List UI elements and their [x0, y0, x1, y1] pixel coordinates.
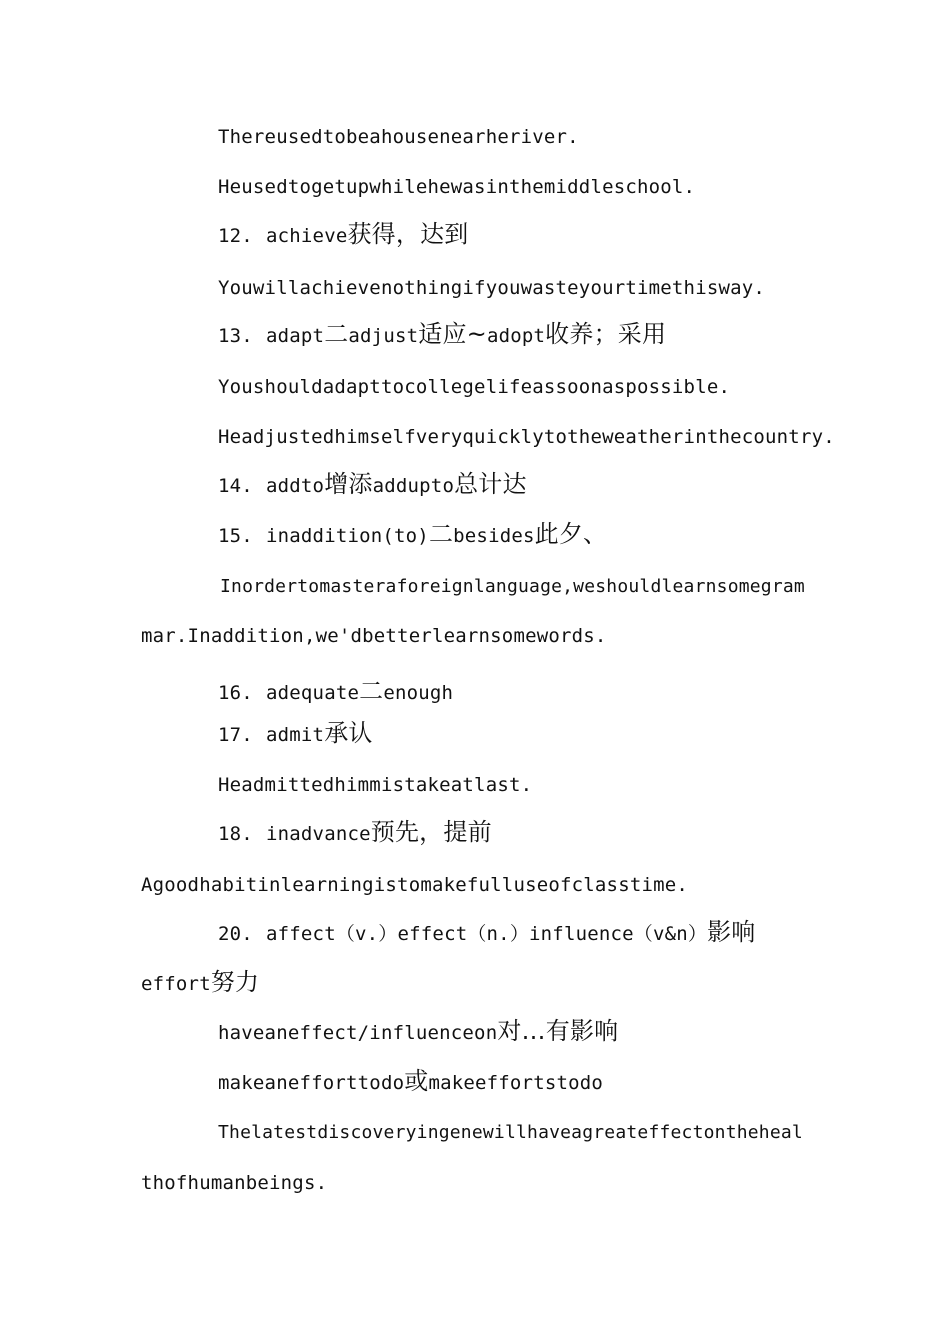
- vocab-entry-18: [218, 820, 492, 846]
- entry-number: 13.: [218, 325, 253, 347]
- entry-number: 20.: [218, 923, 253, 945]
- entry-meaning: 影响: [707, 918, 756, 946]
- entry-meaning: 承认: [324, 719, 373, 747]
- example-sentence: Inordertomasteraforeignlanguage,weshouldlearnsomegram: [220, 576, 805, 597]
- entry-word: admit: [266, 724, 325, 746]
- entry-meaning: 增添: [324, 470, 373, 498]
- phrase-text: makeanefforttodo: [218, 1072, 405, 1094]
- vocab-entry-17: [218, 721, 373, 747]
- entry-meaning: 二: [428, 520, 454, 548]
- example-sentence: Youwillachievenothingifyouwasteyourtimethisway.: [218, 277, 766, 299]
- phrase-meaning: 对…有影响: [497, 1017, 619, 1045]
- entry-word: adapt: [266, 325, 325, 347]
- entry-meaning: 适应~: [418, 320, 487, 348]
- entry-word: besides: [453, 525, 535, 547]
- example-sentence-continued: mar.Inaddition,we'dbetterlearnsomewords.: [141, 625, 607, 647]
- vocab-entry-13: [218, 322, 666, 348]
- example-sentence: Headjustedhimselfveryquicklytotheweatherinthecountry.: [218, 426, 835, 448]
- entry-meaning: 此夕、: [534, 520, 608, 548]
- entry-meaning: 预先，提前: [370, 818, 492, 846]
- entry-number: 17.: [218, 724, 253, 746]
- phrase-entry: [218, 1019, 618, 1045]
- entry-word: inaddition(to): [266, 525, 429, 547]
- vocab-entry-14: [218, 472, 527, 498]
- entry-number: 16.: [218, 682, 253, 704]
- vocab-entry-15: [218, 522, 607, 548]
- entry-number: 18.: [218, 823, 253, 845]
- entry-number: 14.: [218, 475, 253, 497]
- example-sentence: Thereusedtobeahousenearheriver.: [218, 126, 579, 148]
- entry-meaning: 总计达: [454, 470, 527, 498]
- example-sentence: Youshouldadapttocollegelifeassoonaspossible.: [218, 376, 731, 398]
- phrase-text: makeeffortstodo: [428, 1072, 604, 1094]
- entry-number: 12.: [218, 225, 253, 247]
- entry-meaning: 二: [324, 320, 349, 348]
- example-sentence: Heusedtogetupwhilehewasinthemiddleschool.: [218, 176, 696, 198]
- entry-number: 15.: [218, 525, 253, 547]
- example-sentence: Agoodhabitinlearningistomakefulluseofclasstime.: [141, 874, 689, 896]
- example-sentence: Thelatestdiscoveryingenewillhaveagreateffectontheheal: [218, 1122, 803, 1143]
- phrase-connector: 或: [404, 1067, 429, 1095]
- entry-word: effort: [141, 973, 211, 995]
- entry-word: adopt: [486, 325, 546, 347]
- entry-meaning: 二: [359, 677, 384, 705]
- entry-meaning: 努力: [210, 968, 260, 996]
- vocab-entry-effort: [141, 970, 259, 996]
- vocab-entry-12: [218, 222, 468, 248]
- entry-word: adequate: [266, 682, 360, 704]
- phrase-text: haveaneffect/influenceon: [218, 1022, 498, 1044]
- vocab-entry-16: [218, 679, 453, 705]
- entry-word: affect（v.）effect（n.）influence（v&n）: [266, 923, 708, 945]
- vocab-entry-20: [218, 920, 756, 946]
- entry-word: addupto: [372, 475, 455, 497]
- entry-meaning: 获得，达到: [347, 220, 469, 248]
- entry-meaning: 收养；采用: [545, 320, 667, 348]
- example-sentence-continued: thofhumanbeings.: [141, 1172, 328, 1194]
- entry-word: addto: [266, 475, 325, 497]
- entry-word: achieve: [266, 225, 348, 247]
- example-sentence: Headmittedhimmistakeatlast.: [218, 774, 533, 796]
- entry-word: inadvance: [266, 823, 371, 845]
- phrase-entry: [218, 1069, 603, 1095]
- entry-word: enough: [383, 682, 454, 704]
- entry-word: adjust: [348, 325, 419, 347]
